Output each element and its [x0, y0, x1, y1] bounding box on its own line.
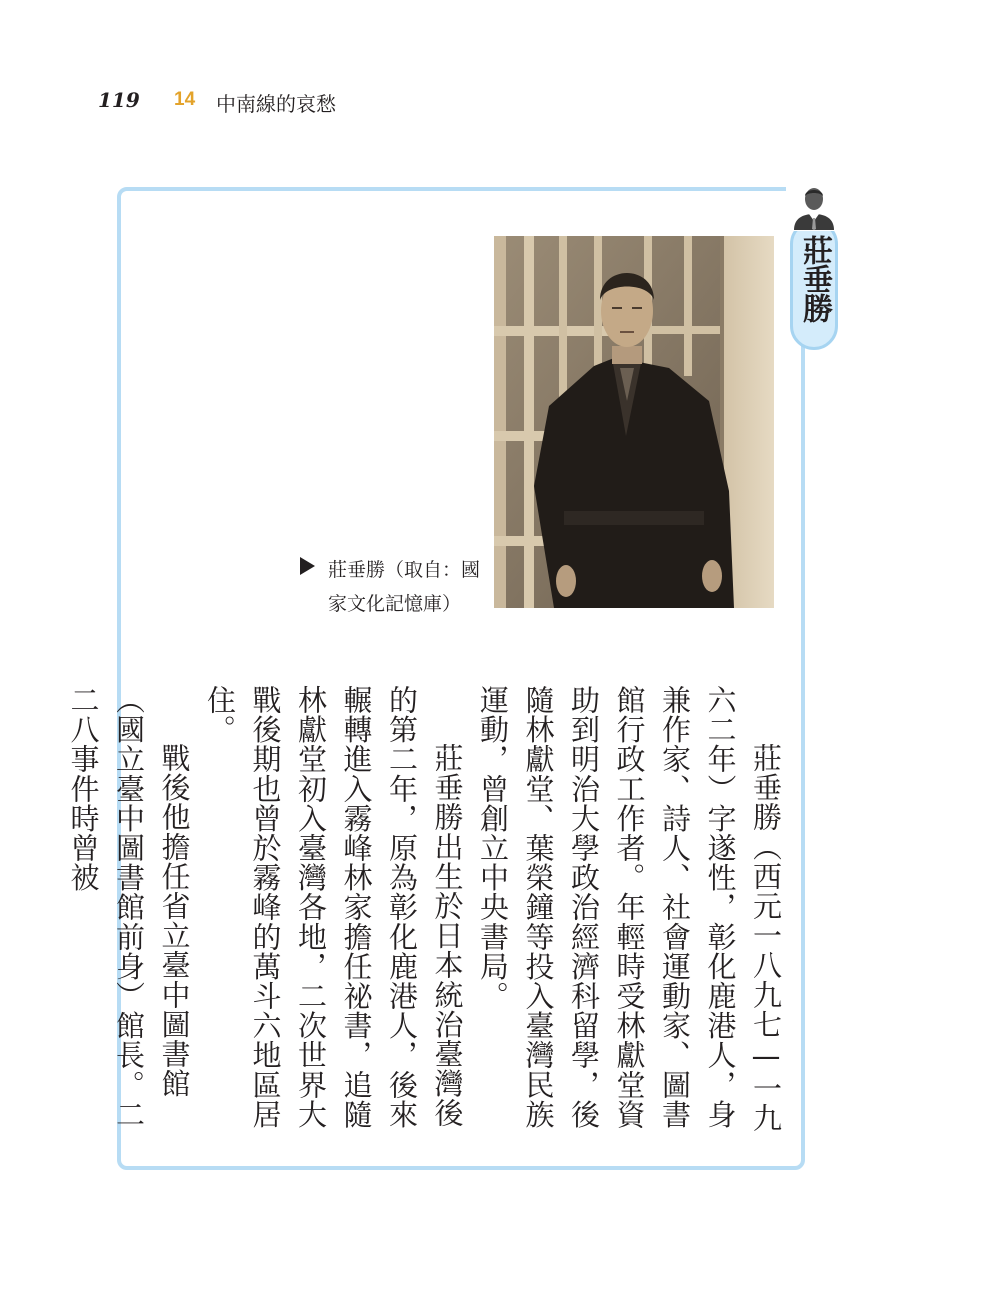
body-text [66, 685, 788, 1155]
name-tab [790, 220, 838, 350]
chapter-number: 14 [174, 89, 196, 110]
paragraph: 莊垂勝（西元一八九七—一九六二年）字遂性，彰化鹿港人，身兼作家、詩人、社會運動家、圖書館行政工作者。年輕時受林獻堂資助到明治大學政治經濟科留學，後隨林獻堂、葉榮鐘等投入臺灣民族運動，曾創立中央書局。 [476, 685, 783, 1133]
page-number: 119 [98, 88, 140, 112]
paragraph: 戰後他擔任省立臺中圖書館（國立臺中圖書館前身）館長。二二八事件時曾被 [66, 685, 192, 1129]
portrait-photo [494, 236, 774, 608]
photo-caption: 莊垂勝（取自：國家文化記憶庫） [328, 559, 481, 615]
paragraph: 莊垂勝出生於日本統治臺灣後的第二年，原為彰化鹿港人，後來輾轉進入霧峰林家擔任祕書，追隨林獻堂初入臺灣各地，二次世界大戰後期也曾於霧峰的萬斗六地區居住。 [203, 685, 465, 1129]
caption-arrow-icon [300, 557, 315, 575]
chapter-title: 中南線的哀愁 [216, 92, 336, 116]
person-icon [786, 183, 842, 231]
name-tab-label: 莊垂勝 [797, 235, 832, 322]
